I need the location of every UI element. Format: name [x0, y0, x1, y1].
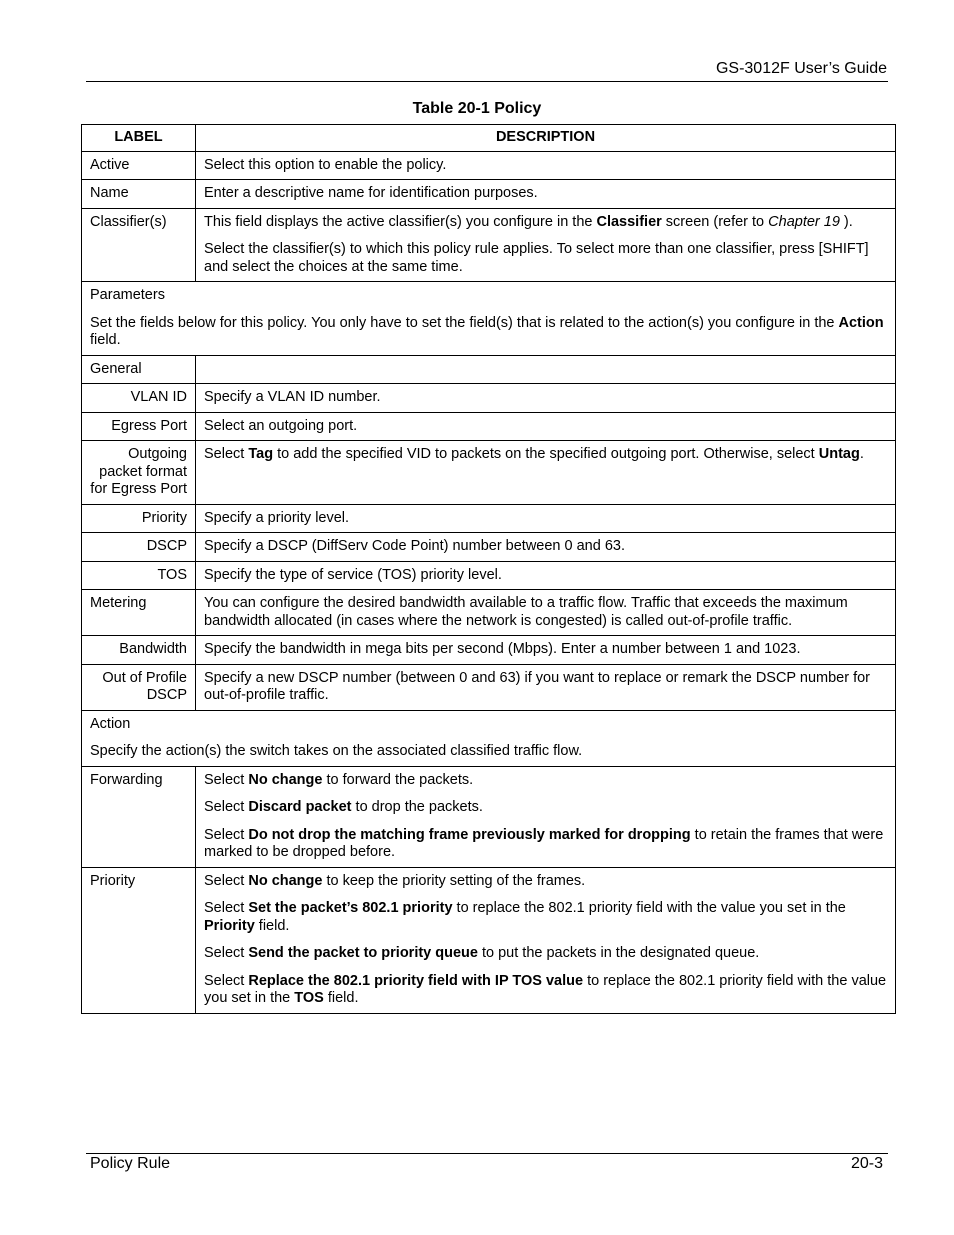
- table-row: [82, 208, 896, 282]
- description-paragraph: Select Send the packet to priority queue to put the packets in the designated queue.: [204, 945, 760, 961]
- description-paragraph: This field displays the active classifier(s) you configure in the Classifier screen (refer to Chapter 19 ).: [204, 213, 853, 230]
- column-header-description: DESCRIPTION: [196, 125, 896, 152]
- row-label: Egress Port: [82, 412, 196, 441]
- row-label: Outgoing packet format for Egress Port: [82, 441, 196, 505]
- footer-page-number: 20-3: [850, 1155, 883, 1172]
- row-label: DSCP: [82, 533, 196, 562]
- table-row: [82, 533, 896, 562]
- table-row: [82, 561, 896, 590]
- description-paragraph: Select No change to keep the priority setting of the frames.: [204, 872, 586, 889]
- table-row: [82, 766, 896, 867]
- table-row: [82, 384, 896, 413]
- section-description: Set the fields below for this policy. You only have to set the field(s) that is related to the action(s) you configure in the Action field.: [90, 314, 884, 348]
- header-rule: [86, 81, 888, 82]
- table-row: [82, 441, 896, 505]
- row-description: Specify a new DSCP number (between 0 and 63) if you want to replace or remark the DSCP number for out-of-profile traffic.: [196, 664, 896, 710]
- row-label: Bandwidth: [82, 636, 196, 665]
- row-description: Select Tag to add the specified VID to packets on the specified outgoing port. Otherwise, select Untag.: [196, 441, 896, 505]
- row-label: Active: [82, 151, 196, 180]
- table-caption: Table 20-1 Policy: [412, 100, 542, 117]
- description-paragraph: Select Do not drop the matching frame previously marked for dropping to retain the frames that were marked to be dropped before.: [204, 826, 884, 860]
- row-description: Select this option to enable the policy.: [196, 151, 896, 180]
- table-header-row: [82, 125, 896, 152]
- table-row: [82, 664, 896, 710]
- row-label: VLAN ID: [82, 384, 196, 413]
- description-paragraph: Select No change to forward the packets.: [204, 771, 474, 788]
- row-description: You can configure the desired bandwidth available to a traffic flow. Traffic that exceeds the maximum bandwidth allocated (in cases where the network is congested) is called out-of-profile traffic.: [196, 590, 896, 636]
- row-label: Classifier(s): [82, 208, 196, 282]
- table-row: [82, 636, 896, 665]
- row-label: TOS: [82, 561, 196, 590]
- table-row: [82, 412, 896, 441]
- row-description: Select an outgoing port.: [196, 412, 896, 441]
- row-description: [196, 766, 896, 867]
- row-description: [196, 867, 896, 1013]
- footer-rule: [86, 1153, 888, 1154]
- section-description: Specify the action(s) the switch takes on the associated classified traffic flow.: [90, 743, 583, 759]
- description-paragraph: Select Discard packet to drop the packets.: [204, 799, 483, 815]
- description-paragraph: Select Replace the 802.1 priority field with IP TOS value to replace the 802.1 priority field with the value you set in the TOS field.: [204, 972, 887, 1006]
- section-title: Action: [90, 715, 131, 732]
- table-row: [82, 504, 896, 533]
- row-description: Specify the bandwidth in mega bits per second (Mbps). Enter a number between 1 and 1023.: [196, 636, 896, 665]
- table-row: [82, 151, 896, 180]
- row-label: Out of Profile DSCP: [82, 664, 196, 710]
- section-cell: [82, 710, 896, 766]
- table-row: [82, 867, 896, 1013]
- table-row: [82, 590, 896, 636]
- description-paragraph: Select the classifier(s) to which this policy rule applies. To select more than one classifier, press [SHIFT] and select the choices at the same time.: [204, 241, 869, 275]
- row-description: Specify a priority level.: [196, 504, 896, 533]
- section-cell: [82, 282, 896, 356]
- policy-table: [81, 124, 896, 1014]
- section-row-parameters: [82, 282, 896, 356]
- row-description: [196, 208, 896, 282]
- row-description: Specify a VLAN ID number.: [196, 384, 896, 413]
- row-label: Name: [82, 180, 196, 209]
- row-description: Enter a descriptive name for identification purposes.: [196, 180, 896, 209]
- table-row: [82, 355, 896, 384]
- row-label: Priority: [82, 504, 196, 533]
- footer-chapter-title: Policy Rule: [90, 1155, 171, 1172]
- row-description: Specify a DSCP (DiffServ Code Point) number between 0 and 63.: [196, 533, 896, 562]
- document-header-title: GS-3012F User’s Guide: [715, 60, 887, 77]
- table-row: [82, 180, 896, 209]
- column-header-label: LABEL: [82, 125, 196, 152]
- row-label: Forwarding: [82, 766, 196, 867]
- row-label: General: [82, 355, 196, 384]
- row-description: [196, 355, 896, 384]
- row-label: Priority: [82, 867, 196, 1013]
- row-description: Specify the type of service (TOS) priority level.: [196, 561, 896, 590]
- section-title: Parameters: [90, 287, 165, 303]
- row-label: Metering: [82, 590, 196, 636]
- description-paragraph: Select Set the packet’s 802.1 priority to replace the 802.1 priority field with the value you set in the Priority field.: [204, 900, 846, 934]
- section-row-action: [82, 710, 896, 766]
